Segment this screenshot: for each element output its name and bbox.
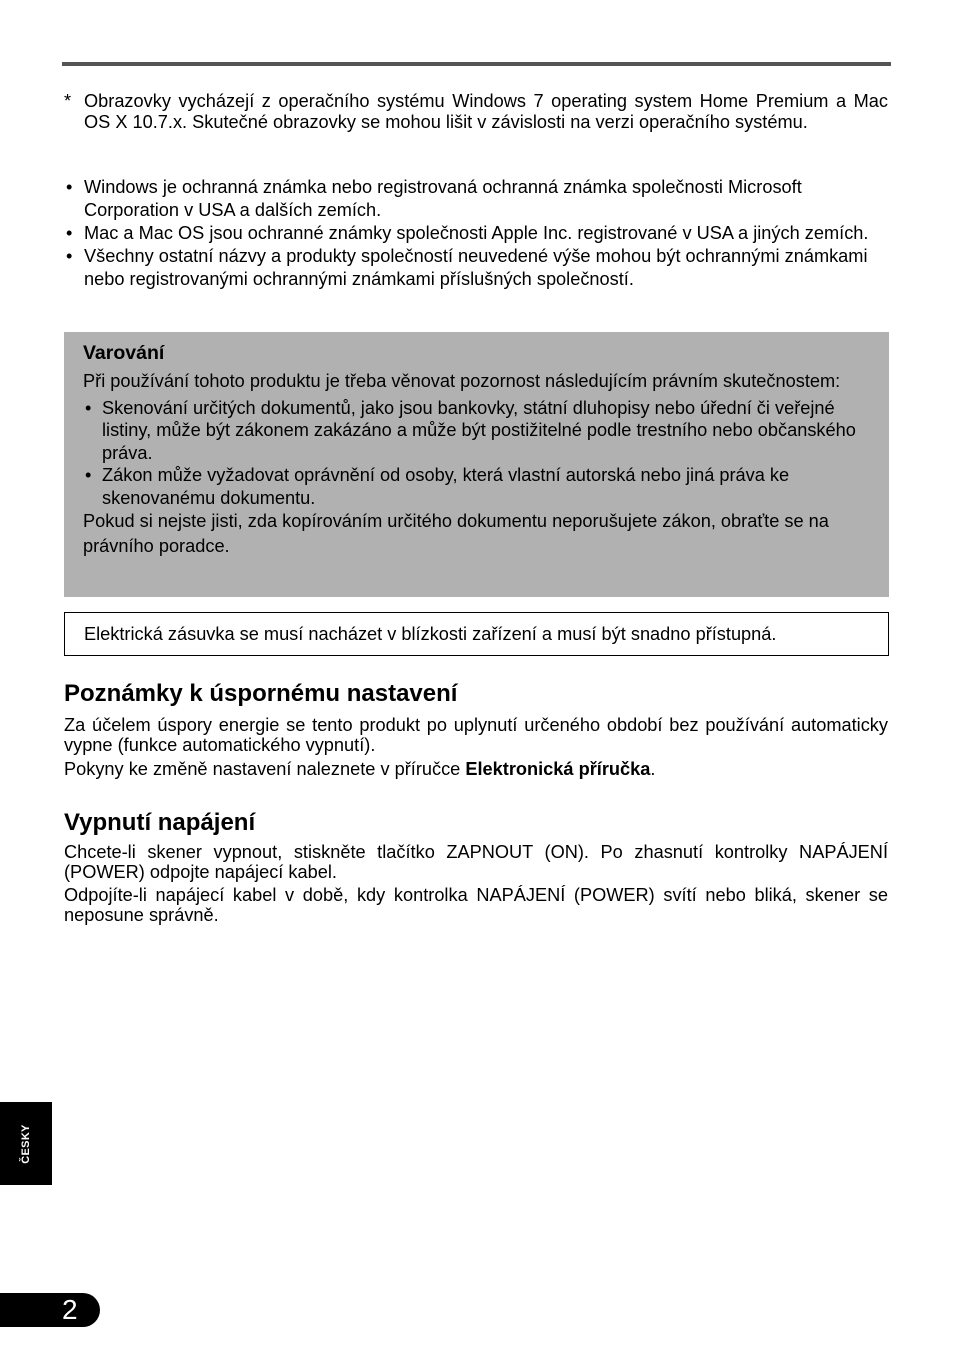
energy-manual-prefix: Pokyny ke změně nastavení naleznete v příručce <box>64 759 466 779</box>
warning-title: Varování <box>83 342 165 364</box>
warning-list <box>83 397 869 510</box>
screen-note <box>64 91 888 132</box>
page-number: 2 <box>62 1294 78 1325</box>
warning-intro: Při používání tohoto produktu je třeba věnovat pozornost následujícím právním skutečnostem: <box>83 371 841 391</box>
energy-manual-paragraph <box>64 758 888 780</box>
warning-item-documents: • Skenování určitých dokumentů, jako jsou bankovky, státní dluhopisy nebo úřední či veřejné listiny, může být zákonem zakázáno a může být postižitelné podle trestního nebo občanského práva. <box>83 397 869 465</box>
power-off-paragraph-2: Odpojíte-li napájecí kabel v době, kdy kontrolka NAPÁJENÍ (POWER) svítí nebo bliká, skener se neposune správně. <box>64 885 888 925</box>
trademark-item-others: • Všechny ostatní názvy a produkty společností neuvedené výše mohou být ochrannými známkami nebo registrovanými ochrannými známkami příslušných společností. <box>64 245 888 291</box>
trademark-item-mac: • Mac a Mac OS jsou ochranné známky společnosti Apple Inc. registrované v USA a jiných zemích. <box>64 222 888 245</box>
top-rule <box>62 62 891 66</box>
energy-paragraph: Za účelem úspory energie se tento produkt po uplynutí určeného období bez používání automaticky vypne (funkce automatického vypnutí). <box>64 715 888 755</box>
energy-section-title: Poznámky k úspornému nastavení <box>64 680 458 707</box>
socket-notice-box <box>64 612 889 656</box>
warning-outro: Pokud si nejste jisti, zda kopírováním určitého dokumentu neporušujete zákon, obraťte se na právního poradce. <box>83 511 829 556</box>
power-off-section-title: Vypnutí napájení <box>64 809 256 836</box>
trademark-item-windows: • Windows je ochranná známka nebo registrovaná ochranná známka společnosti Microsoft Corporation v USA a dalších zemích. <box>64 176 888 222</box>
warning-box <box>64 332 889 597</box>
energy-manual-suffix: . <box>650 759 656 779</box>
note-asterisk: * <box>64 91 72 111</box>
language-tab <box>0 1102 52 1185</box>
warning-item-copyright: • Zákon může vyžadovat oprávnění od osoby, která vlastní autorská nebo jiná práva ke skenovanému dokumentu. <box>83 464 869 509</box>
language-tab-label: ČESKY <box>20 1123 32 1164</box>
page-number-tab <box>0 1293 100 1327</box>
trademark-list <box>64 176 888 291</box>
power-off-paragraph-1: Chcete-li skener vypnout, stiskněte tlačítko ZAPNOUT (ON). Po zhasnutí kontrolky NAPÁJENÍ (POWER) odpojte napájecí kabel. <box>64 842 888 882</box>
manual-name: Elektronická příručka <box>465 759 651 779</box>
socket-notice-text: Elektrická zásuvka se musí nacházet v blízkosti zařízení a musí být snadno přístupná. <box>84 624 777 644</box>
note-text: Obrazovky vycházejí z operačního systému Windows 7 operating system Home Premium a Mac OS X 10.7.x. Skutečné obrazovky se mohou lišit v závislosti na verzi operačního systému. <box>84 91 888 132</box>
